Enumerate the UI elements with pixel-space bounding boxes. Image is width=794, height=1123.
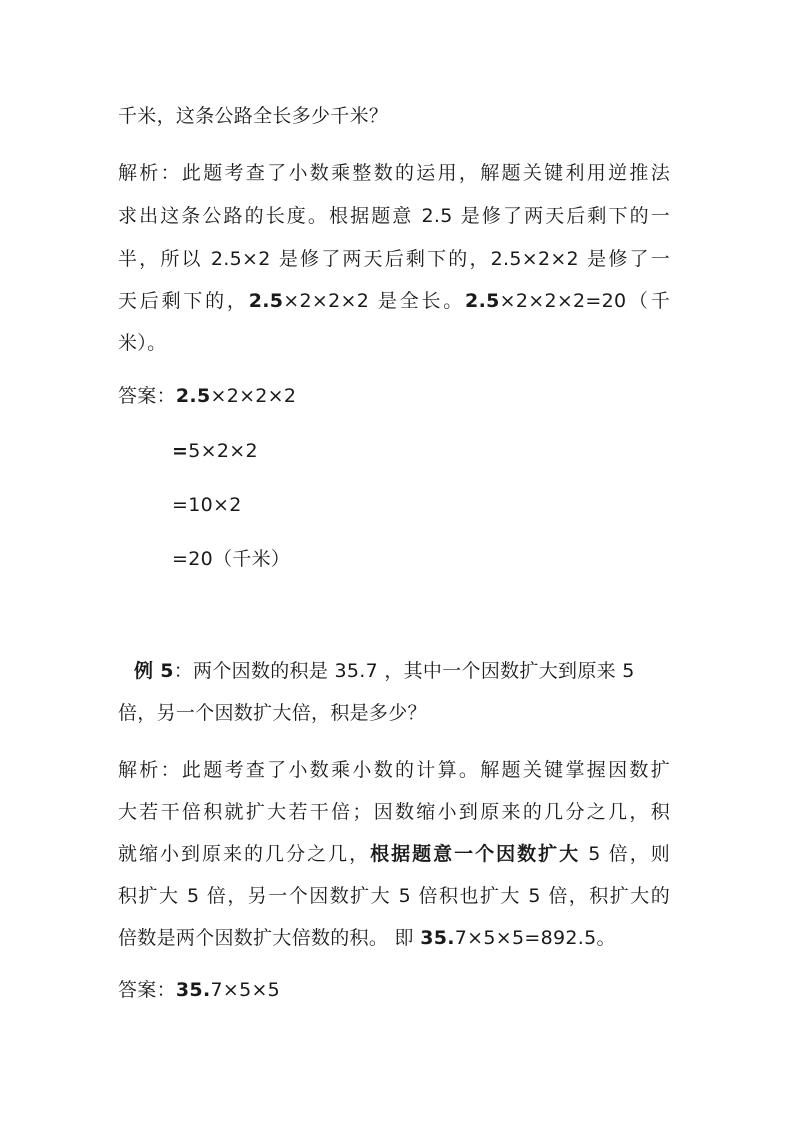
problem-continuation: 千米，这条公路全长多少千米？ bbox=[118, 105, 389, 127]
answer-line: 答案：35.7×5×5 bbox=[118, 979, 281, 1001]
answer-label: 答案： bbox=[118, 979, 176, 1001]
analysis-paragraph-line: 积扩大 5 倍，另一个因数扩大 5 倍积也扩大 5 倍，积扩大的 bbox=[118, 885, 670, 907]
answer-step: =20（千米） bbox=[172, 548, 291, 570]
analysis-paragraph-line: 解析：此题考查了小数乘整数的运用，解题关键利用逆推法 bbox=[118, 162, 670, 184]
example-5-question: 倍，另一个因数扩大倍，积是多少？ bbox=[118, 702, 427, 724]
analysis-paragraph-line: 解析：此题考查了小数乘小数的计算。解题关键掌握因数扩 bbox=[118, 759, 670, 781]
analysis-paragraph-line: 天后剩下的，2.5×2×2×2 是全长。2.5×2×2×2=20（千 bbox=[118, 290, 670, 312]
answer-label: 答案： bbox=[118, 385, 176, 407]
example-label: 例 5 bbox=[134, 660, 174, 682]
answer-line: 答案：2.5×2×2×2 bbox=[118, 385, 297, 407]
analysis-paragraph-line: 大若干倍积就扩大若干倍；因数缩小到原来的几分之几，积 bbox=[118, 801, 670, 823]
analysis-paragraph-line: 米）。 bbox=[118, 332, 167, 354]
analysis-paragraph-line: 就缩小到原来的几分之几，根据题意一个因数扩大 5 倍，则 bbox=[118, 843, 671, 865]
analysis-paragraph-line: 半，所以 2.5×2 是修了两天后剩下的，2.5×2×2 是修了一 bbox=[118, 248, 670, 270]
analysis-paragraph-line: 倍数是两个因数扩大倍数的积。 即 35.7×5×5=892.5。 bbox=[118, 927, 616, 949]
answer-step: =5×2×2 bbox=[172, 440, 258, 462]
analysis-paragraph-line: 求出这条公路的长度。根据题意 2.5 是修了两天后剩下的一 bbox=[118, 205, 670, 227]
answer-step: =10×2 bbox=[172, 494, 242, 516]
example-5-heading: 例 5：两个因数的积是 35.7 ，其中一个因数扩大到原来 5 bbox=[134, 660, 635, 682]
